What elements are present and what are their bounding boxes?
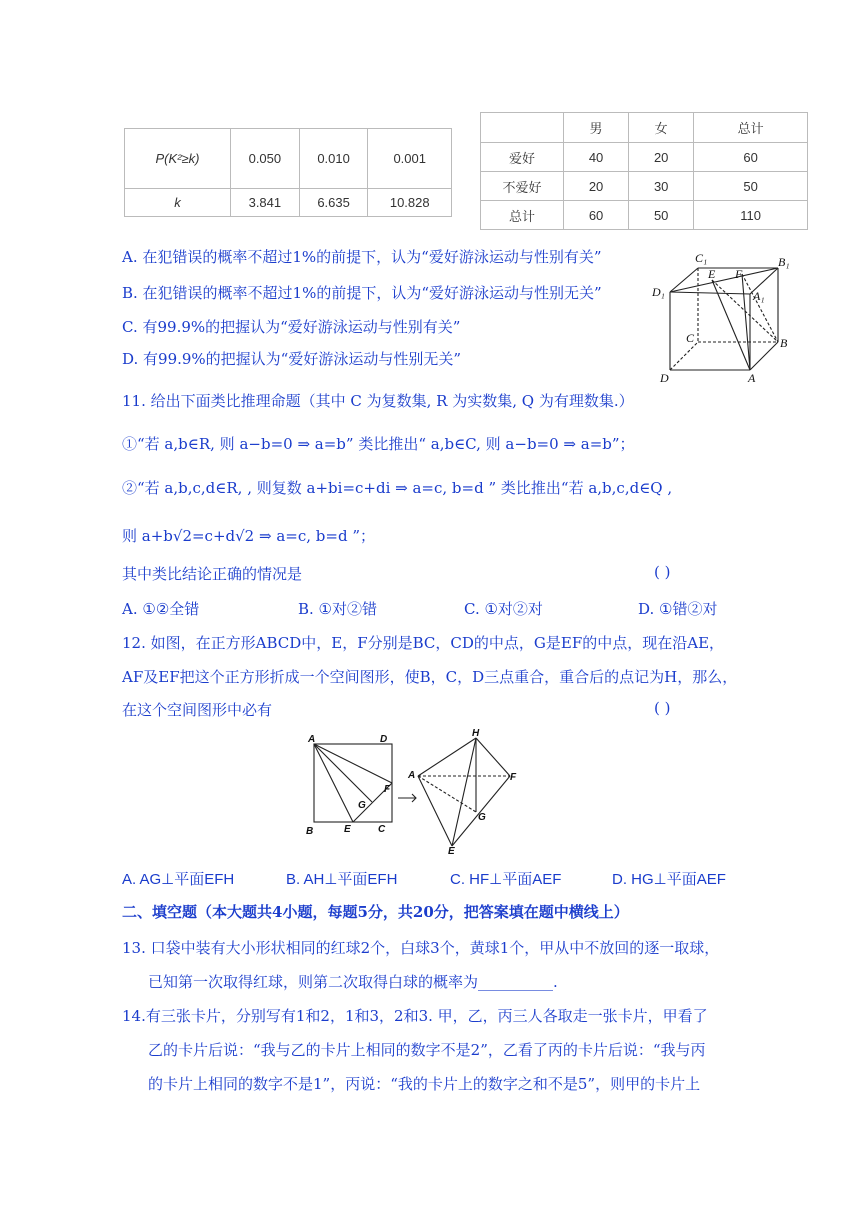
table2-header-cell: 男	[564, 113, 629, 143]
q10-option-b: B. 在犯错误的概率不超过1%的前提下，认为“爱好游泳运动与性别无关”	[122, 284, 602, 302]
table1-cell: 6.635	[299, 189, 368, 217]
table2-header-cell	[481, 113, 564, 143]
cube-label: B₁	[778, 255, 790, 269]
fig-label: C	[378, 824, 386, 835]
q11-question: 其中类比结论正确的情况是	[122, 565, 303, 583]
table2-cell: 50	[629, 201, 694, 230]
cube-label: D	[660, 371, 669, 384]
table2-cell: 50	[694, 172, 808, 201]
q11-option-d: D. ①错②对	[638, 600, 718, 618]
q12-line-2: AF及EF把这个正方形折成一个空间图形，使B，C，D三点重合，重合后的点记为H，那么，	[122, 668, 738, 686]
table1-cell: 10.828	[368, 189, 452, 217]
table2-cell: 30	[629, 172, 694, 201]
fig-label: B	[306, 826, 314, 837]
cube-label: A₁	[753, 289, 765, 303]
q13-line-1: 13. 口袋中装有大小形状相同的红球2个，白球3个，黄球1个，甲从中不放回的逐一取球，	[122, 939, 720, 957]
q11-item-2-cont: 则 a+b√2=c+d√2 ⇒ a=c, b=d ”；	[122, 527, 375, 545]
table2-cell: 40	[564, 143, 629, 172]
table1-cell: 0.010	[299, 129, 368, 189]
cube-label: C₁	[695, 251, 708, 265]
q12-option-d: D. HG⊥平面AEF	[612, 871, 726, 888]
contingency-table	[480, 112, 808, 230]
table2-cell: 总计	[481, 201, 564, 230]
table1-cell: 0.001	[368, 129, 452, 189]
q14-line-2: 乙的卡片后说：“我与乙的卡片上相同的数字不是2”，乙看了丙的卡片后说：“我与丙	[148, 1041, 706, 1059]
table2-cell: 20	[564, 172, 629, 201]
fig-label: H	[472, 728, 480, 739]
q14-line-1: 14.有三张卡片，分别写有1和2，1和3，2和3. 甲，乙，丙三人各取走一张卡片，甲看了	[122, 1007, 708, 1025]
table1-header-cell: k	[125, 189, 231, 217]
cube-figure	[650, 248, 800, 384]
cube-label: F	[735, 267, 743, 281]
q10-option-a: A. 在犯错误的概率不超过1%的前提下，认为“爱好游泳运动与性别有关”	[122, 248, 602, 266]
critical-value-table	[124, 128, 452, 217]
cube-label: A	[748, 371, 756, 384]
q11-option-a: A. ①②全错	[122, 600, 200, 618]
fig-label: F	[510, 772, 517, 783]
table2-cell: 60	[564, 201, 629, 230]
answer-paren: ( )	[654, 563, 671, 581]
q12-option-c: C. HF⊥平面AEF	[450, 871, 562, 888]
fig-label: A	[308, 734, 316, 745]
cube-label: D₁	[652, 285, 665, 299]
answer-paren: ( )	[654, 699, 671, 717]
cube-label: C	[686, 331, 695, 345]
section-title: 二、填空题（本大题共4小题，每题5分，共20分，把答案填在题中横线上）	[122, 903, 629, 921]
fig-label: D	[380, 734, 388, 745]
fig-label: E	[344, 824, 351, 835]
q12-option-a: A. AG⊥平面EFH	[122, 871, 235, 888]
table2-cell: 110	[694, 201, 808, 230]
table2-cell: 60	[694, 143, 808, 172]
q12-option-b: B. AH⊥平面EFH	[286, 871, 398, 888]
fig-label: G	[358, 800, 366, 811]
q11-option-b: B. ①对②错	[298, 600, 378, 618]
table2-header-cell: 女	[629, 113, 694, 143]
q11-option-c: C. ①对②对	[464, 600, 543, 618]
q11-stem: 11. 给出下面类比推理命题（其中 C 为复数集, R 为实数集, Q 为有理数集.）	[122, 392, 634, 410]
q11-item-1: ①“若 a,b∈R, 则 a−b=0 ⇒ a=b” 类比推出“ a,b∈C, 则 a−b=0 ⇒ a=b”；	[122, 435, 635, 453]
q12-line-1: 12. 如图，在正方形ABCD中，E，F分别是BC，CD的中点，G是EF的中点，现在沿AE，	[122, 634, 725, 652]
cube-label: E	[708, 267, 716, 281]
folding-figure	[300, 728, 540, 856]
q12-line-3: 在这个空间图形中必有	[122, 701, 273, 719]
table1-header-cell: P(K²≥k)	[125, 129, 231, 189]
table1-cell: 0.050	[231, 129, 300, 189]
fig-label: G	[478, 812, 486, 823]
fig-label: E	[448, 846, 455, 856]
table2-cell: 爱好	[481, 143, 564, 172]
q10-option-d: D. 有99.9%的把握认为“爱好游泳运动与性别无关”	[122, 350, 462, 368]
fig-label: F	[384, 784, 391, 795]
table2-header-cell: 总计	[694, 113, 808, 143]
table1-cell: 3.841	[231, 189, 300, 217]
table2-cell: 不爱好	[481, 172, 564, 201]
fig-label: A	[408, 770, 416, 781]
cube-label: B	[780, 336, 788, 350]
table2-cell: 20	[629, 143, 694, 172]
q13-line-2: 已知第一次取得红球，则第二次取得白球的概率为__________.	[148, 973, 558, 991]
q14-line-3: 的卡片上相同的数字不是1”，丙说：“我的卡片上的数字之和不是5”，则甲的卡片上	[148, 1075, 701, 1093]
q10-option-c: C. 有99.9%的把握认为“爱好游泳运动与性别有关”	[122, 318, 461, 336]
q11-item-2: ②“若 a,b,c,d∈R, , 则复数 a+bi=c+di ⇒ a=c, b=d ” 类比推出“若 a,b,c,d∈Q ,	[122, 479, 673, 497]
